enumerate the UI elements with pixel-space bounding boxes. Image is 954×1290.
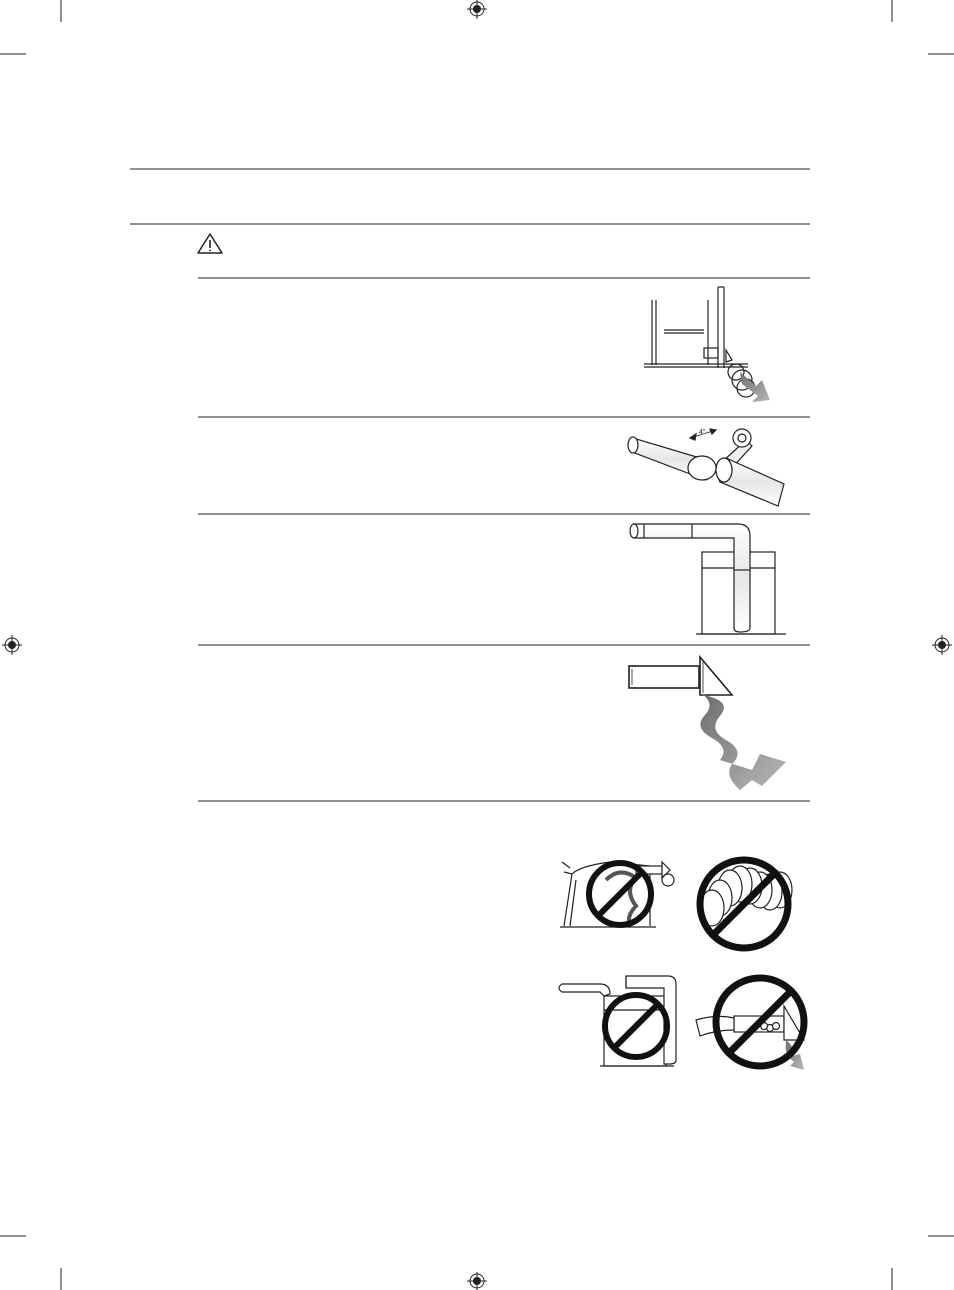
dimension-label: 4" (699, 429, 706, 436)
dryer-vent-hood-outlet (644, 287, 755, 397)
registration-mark-right (932, 635, 952, 655)
registration-mark-bottom (467, 1272, 487, 1290)
registration-mark-top (467, 0, 487, 19)
warning-triangle-icon (198, 234, 222, 253)
registration-mark-left (2, 635, 22, 655)
exhaust-airflow-arrow (700, 694, 786, 790)
duct-sections-joined (628, 429, 784, 506)
duct-elbow-over-dryer (630, 524, 786, 634)
exhaust-outlet-airflow (629, 657, 732, 695)
section-rules (130, 169, 810, 801)
exhaust-arrow-small (740, 372, 770, 402)
